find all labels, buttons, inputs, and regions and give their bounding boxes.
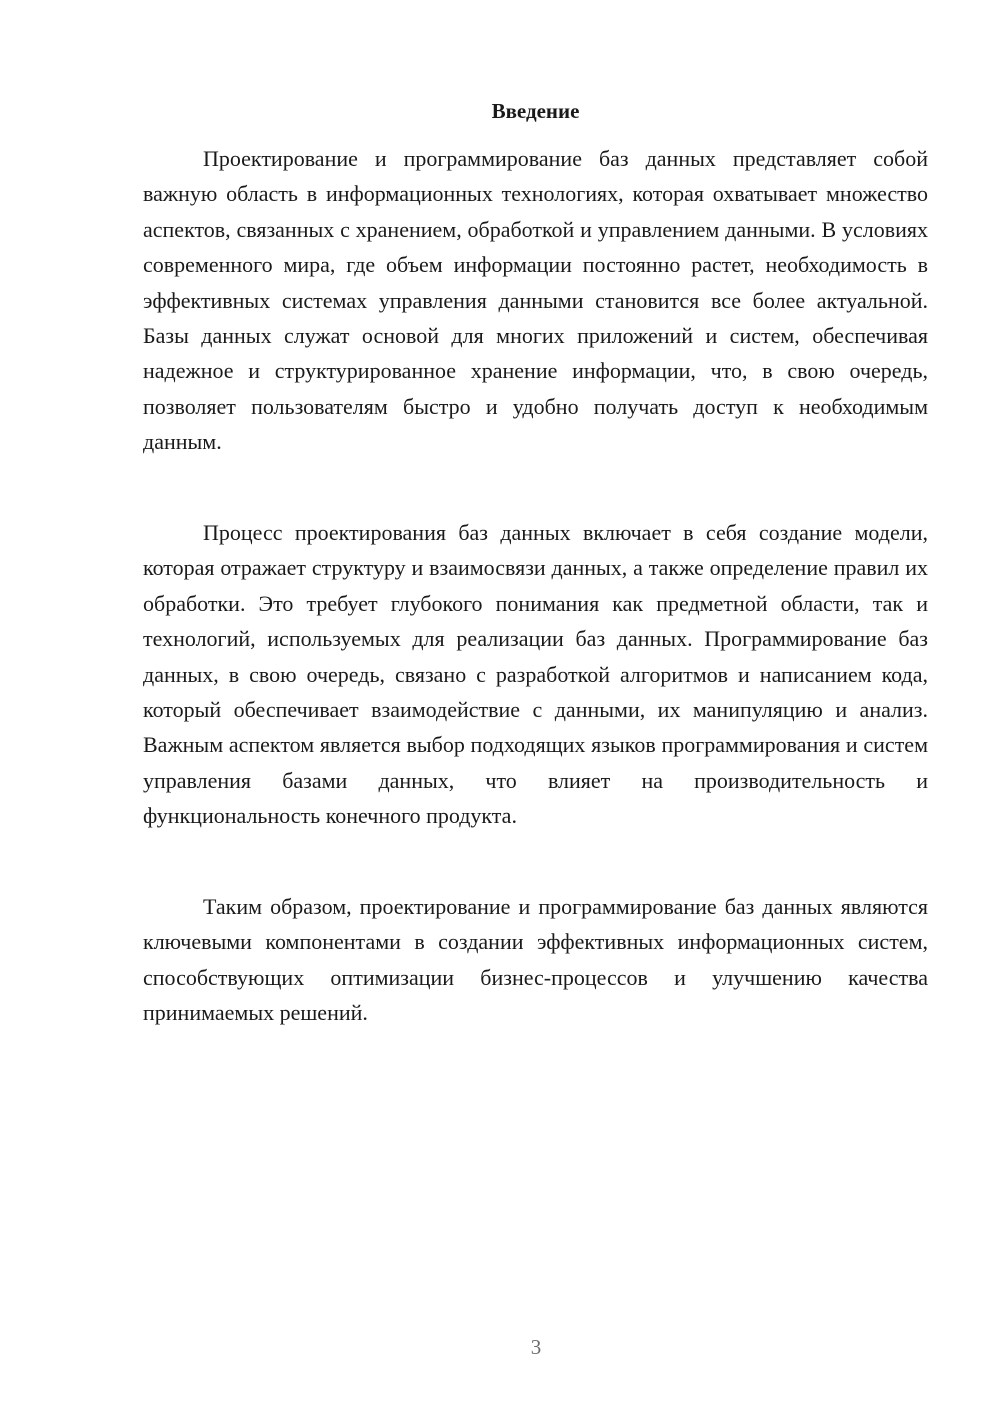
- paragraph-design-process: Процесс проектирования баз данных включает в себя создание модели, которая отражает структуру и взаимосвязи данных, а также определение правил их обработки. Это требует глубокого понимания как предметной области, так и технологий, используемых для реализации баз данных. Программирование баз данных, в свою очередь, связано с разработкой алгоритмов и написанием кода, который обеспечивает взаимодействие с данными, их манипуляцию и анализ. Важным аспектом является выбор подходящих языков программирования и систем управления базами данных, что влияет на производительность и функциональность конечного продукта.: [143, 520, 928, 829]
- paragraph-conclusion: Таким образом, проектирование и программирование баз данных являются ключевыми компонентами в создании эффективных информационных систем, способствующих оптимизации бизнес-процессов и улучшению качества принимаемых решений.: [143, 894, 928, 1026]
- page-number: 3: [530, 1335, 542, 1359]
- page-title: Введение: [491, 99, 580, 123]
- paragraph-intro: Проектирование и программирование баз данных представляет собой важную область в информационных технологиях, которая охватывает множество аспектов, связанных с хранением, обработкой и управлением данными. В условиях современного мира, где объем информации постоянно растет, необходимость в эффективных системах управления данными становится все более актуальной. Базы данных служат основой для многих приложений и систем, обеспечивая надежное и структурированное хранение информации, что, в свою очередь, позволяет пользователям быстро и удобно получать доступ к необходимым данным.: [143, 146, 928, 455]
